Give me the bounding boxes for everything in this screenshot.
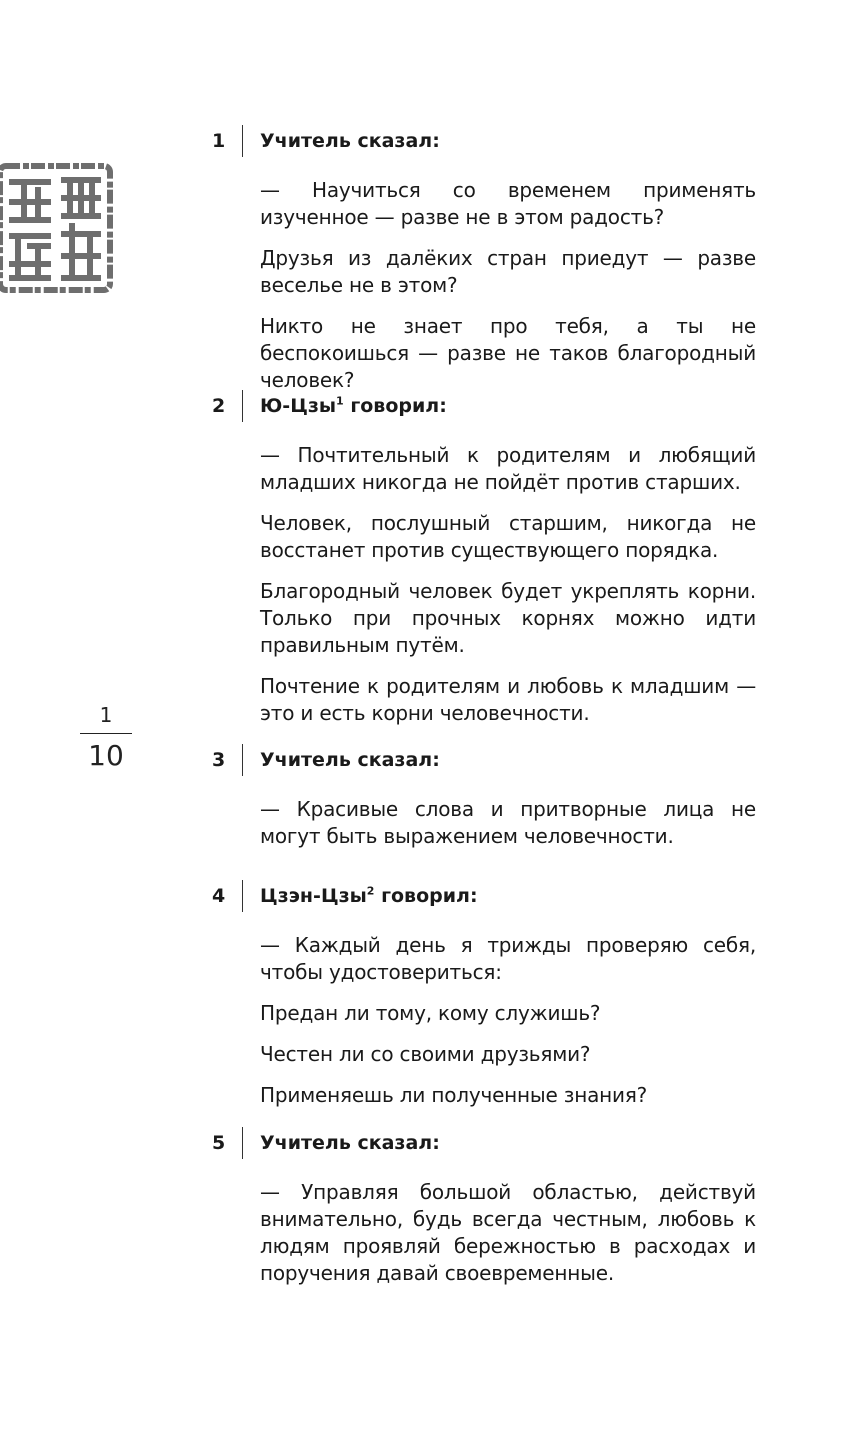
footnote-marker[interactable]: 2 [366,884,375,898]
verse-body [260,442,756,727]
verse-heading [212,878,764,914]
verse-body [260,1179,756,1287]
speaker-verb: говорил: [374,885,478,907]
verse-speaker: Учитель сказал: [260,1132,440,1154]
heading-divider [242,390,243,422]
verse-number: 1 [212,130,226,152]
page-number: 10 [88,739,124,772]
page-marker [76,702,136,772]
verse-section-4 [212,878,764,1123]
verse-heading [212,123,764,159]
verse-speaker: Учитель сказал: [260,130,440,152]
seal-stamp-icon [0,160,116,296]
verse-heading [212,1125,764,1161]
verse-paragraph: Друзья из далёких стран приедут — разве веселье не в этом? [260,246,756,297]
verse-number: 4 [212,885,226,907]
verse-paragraph: Почтение к родителям и любовь к младшим — это и есть корни человечности. [260,674,756,725]
verse-body [260,796,756,850]
chapter-number: 1 [99,703,113,727]
heading-divider [242,744,243,776]
verse-speaker [260,395,447,417]
verse-section-1 [212,123,764,408]
verse-paragraph: Честен ли со своими друзьями? [260,1042,591,1066]
verse-paragraph: — Научиться со временем применять изученное — разве не в этом радость? [260,178,756,229]
verse-section-3 [212,742,764,864]
verse-paragraph: Благородный человек будет укреплять корни. Только при прочных корнях можно идти правильным путём. [260,579,756,657]
verse-body [260,932,756,1109]
footnote-marker[interactable]: 1 [336,394,344,408]
verse-heading [212,742,764,778]
speaker-name: Цзэн-Цзы [260,885,367,907]
verse-speaker: Учитель сказал: [260,749,440,771]
verse-paragraph: — Каждый день я трижды проверяю себя, чтобы удостовериться: [260,933,756,984]
verse-paragraph: Предан ли тому, кому служишь? [260,1001,601,1025]
heading-divider [242,880,243,912]
verse-section-5 [212,1125,764,1301]
speaker-name: Ю-Цзы [260,395,337,417]
verse-number: 5 [212,1132,226,1154]
verse-heading [212,388,764,424]
heading-divider [242,125,243,157]
verse-paragraph: — Почтительный к родителям и любящий младших никогда не пойдёт против старших. [260,443,756,494]
page-marker-divider [80,733,132,734]
verse-body [260,177,756,394]
verse-number: 2 [212,395,226,417]
verse-section-2 [212,388,764,741]
verse-paragraph: — Управляя большой областью, действуй внимательно, будь всегда честным, любовь к людям проявляй бережностью в расходах и поручения давай своевременные. [260,1180,756,1285]
verse-paragraph: — Красивые слова и притворные лица не могут быть выражением человечности. [260,797,756,848]
heading-divider [242,1127,243,1159]
verse-paragraph: Применяешь ли полученные знания? [260,1083,648,1107]
speaker-verb: говорил: [343,395,447,417]
verse-number: 3 [212,749,226,771]
verse-paragraph: Никто не знает про тебя, а ты не беспокоишься — разве не таков благородный человек? [260,314,756,392]
verse-speaker [260,885,478,907]
verse-paragraph: Человек, послушный старшим, никогда не восстанет против существующего порядка. [260,511,756,562]
